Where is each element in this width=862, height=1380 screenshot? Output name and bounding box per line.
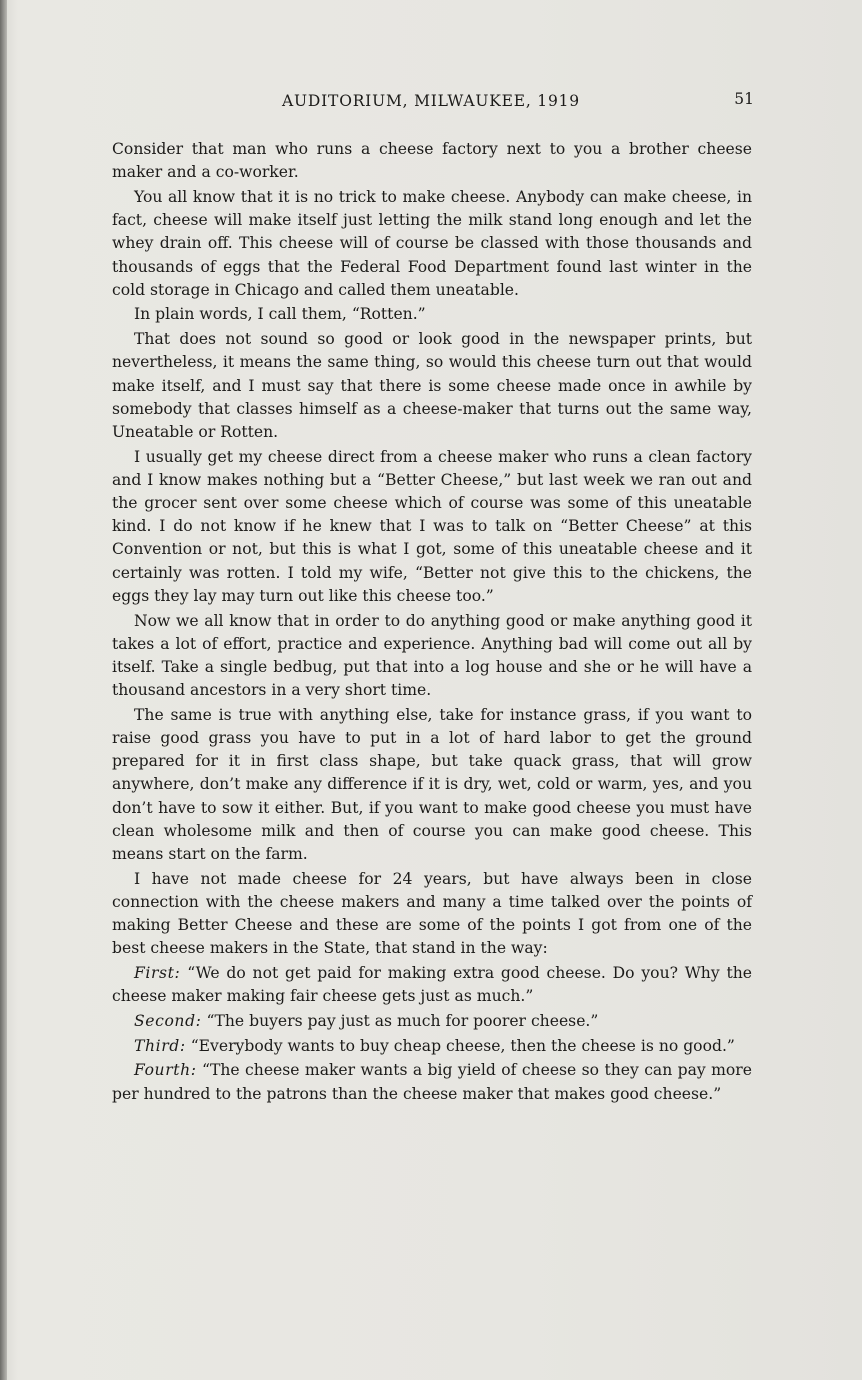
- point-fourth: [112, 1059, 752, 1105]
- paragraph: Consider that man who runs a cheese factory next to you a brother cheese maker and a co-worker.: [112, 140, 752, 182]
- point-label: Second:: [134, 1012, 202, 1031]
- page-binding-edge: [0, 0, 7, 1380]
- point-text: “The cheese maker wants a big yield of cheese so they can pay more per hundred to the patrons than the cheese maker that makes good cheese.”: [112, 1061, 752, 1103]
- point-third: [112, 1035, 752, 1058]
- point-text: “We do not get paid for making extra good cheese. Do you? Why the cheese maker making fair cheese gets just as much.”: [112, 964, 752, 1006]
- paragraph: You all know that it is no trick to make cheese. Anybody can make cheese, in fact, cheese will make itself just letting the milk stand long enough and let the whey drain off. This cheese will of course be classed with those thousands and thousands of eggs that the Federal Food Department found last winter in the cold storage in Chicago and called them uneatable.: [112, 187, 752, 299]
- point-first: [112, 962, 752, 1008]
- paragraph: In plain words, I call them, “Rotten.”: [134, 305, 426, 324]
- page-number: 51: [734, 90, 754, 108]
- page-header: [110, 92, 752, 116]
- point-text: “Everybody wants to buy cheap cheese, then the cheese is no good.”: [190, 1036, 735, 1055]
- paragraph: That does not sound so good or look good in the newspaper prints, but nevertheless, it means the same thing, so would this cheese turn out that would make itself, and I must say that there is some cheese made once in awhile by somebody that classes himself as a cheese-maker that turns out the same way, Uneatable or Rotten.: [112, 330, 752, 441]
- point-label: Third:: [134, 1036, 186, 1055]
- point-label: Fourth:: [134, 1061, 197, 1080]
- running-head: AUDITORIUM, MILWAUKEE, 1919: [282, 92, 580, 110]
- paragraph: I usually get my cheese direct from a cheese maker who runs a clean factory and I know makes nothing but a “Better Cheese,” but last week we ran out and the grocer sent over some cheese which of course was some of this uneatable kind. I do not know if he knew that I was to talk on “Better Cheese” at this Convention or not, but this is what I got, some of this uneatable cheese and it certainly was rotten. I told my wife, “Better not give this to the chickens, the eggs they lay may turn out like this cheese too.”: [112, 447, 752, 605]
- paragraph: I have not made cheese for 24 years, but have always been in close connection with the cheese makers and many a time talked over the points of making Better Cheese and these are some of the points I got from one of the best cheese makers in the State, that stand in the way:: [112, 869, 752, 958]
- point-second: [112, 1010, 752, 1033]
- body-text: [112, 138, 752, 1107]
- paragraph: The same is true with anything else, take for instance grass, if you want to raise good grass you have to put in a lot of hard labor to get the ground prepared for it in first class shape, but take quack grass, that will grow anywhere, don’t make any difference if it is dry, wet, cold or warm, yes, and you don’t have to sow it either. But, if you want to make good cheese you must have clean wholesome milk and then of course you can make good cheese. This means start on the farm.: [112, 705, 752, 864]
- point-text: “The buyers pay just as much for poorer cheese.”: [206, 1012, 599, 1031]
- paragraph: Now we all know that in order to do anything good or make anything good it takes a lot of effort, practice and experience. Anything bad will come out all by itself. Take a single bedbug, put that into a log house and she or he will have a thousand ancestors in a very short time.: [112, 611, 752, 700]
- point-label: First:: [134, 964, 181, 983]
